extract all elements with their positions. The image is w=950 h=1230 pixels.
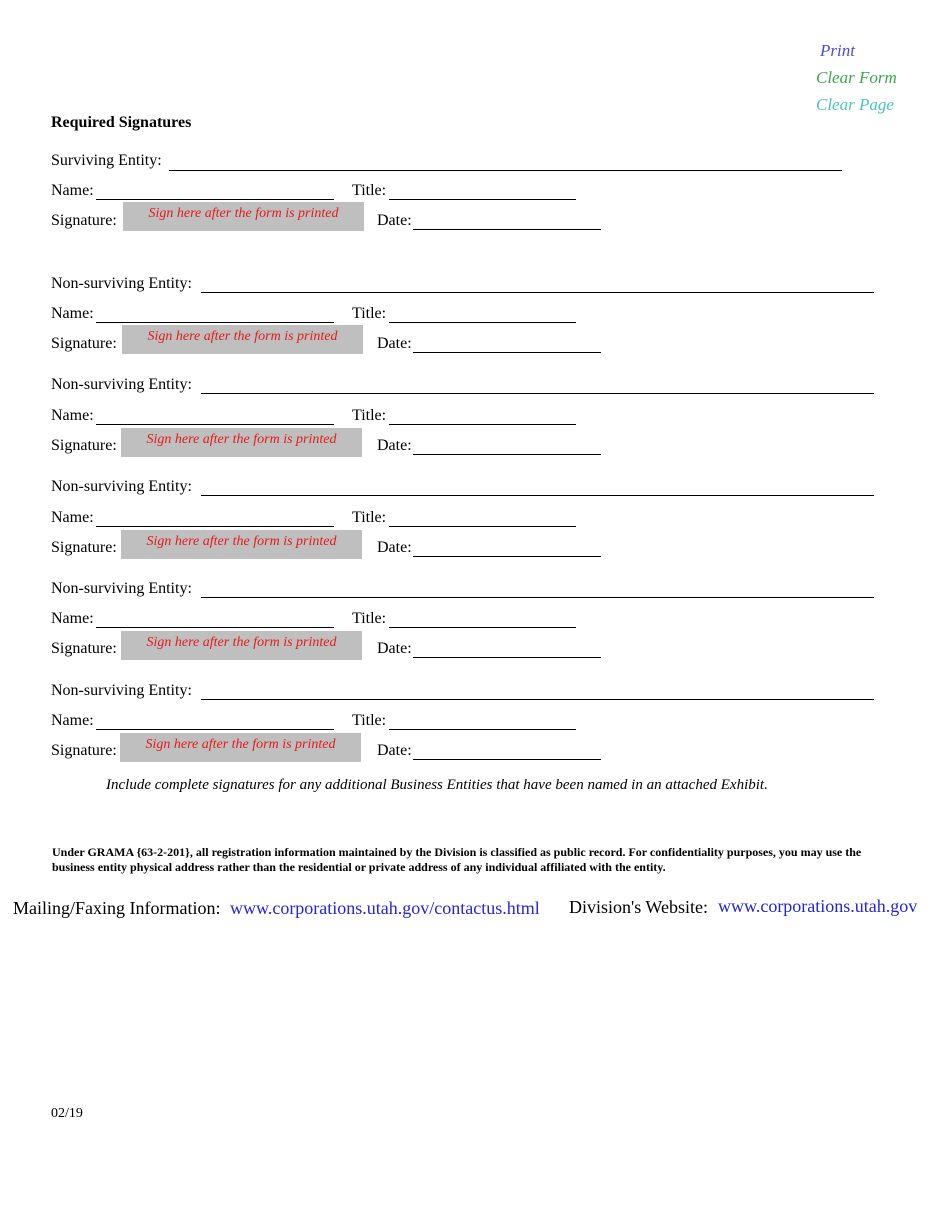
surviving-signature-box[interactable]: Sign here after the form is printed bbox=[123, 202, 364, 231]
name-label: Name: bbox=[51, 712, 94, 729]
date-label: Date: bbox=[377, 640, 412, 657]
nonsurviving-date-field[interactable] bbox=[413, 657, 601, 658]
form-version: 02/19 bbox=[51, 1106, 83, 1121]
name-label: Name: bbox=[51, 610, 94, 627]
print-button[interactable]: Print bbox=[820, 41, 855, 60]
nonsurviving-entity-field[interactable] bbox=[201, 393, 874, 394]
nonsurviving-signature-box[interactable]: Sign here after the form is printed bbox=[122, 325, 363, 354]
surviving-name-field[interactable] bbox=[96, 199, 334, 200]
nonsurviving-name-field[interactable] bbox=[96, 627, 334, 628]
signature-label: Signature: bbox=[51, 742, 117, 759]
nonsurviving-name-field[interactable] bbox=[96, 729, 334, 730]
title-label: Title: bbox=[352, 509, 387, 526]
name-label: Name: bbox=[51, 305, 94, 322]
nonsurviving-date-field[interactable] bbox=[413, 352, 601, 353]
surviving-date-field[interactable] bbox=[413, 229, 601, 230]
signature-label: Signature: bbox=[51, 335, 117, 352]
title-label: Title: bbox=[352, 712, 387, 729]
website-label: Division's Website: bbox=[569, 897, 708, 917]
website-link[interactable]: www.corporations.utah.gov bbox=[718, 896, 918, 916]
nonsurviving-title-field[interactable] bbox=[389, 526, 576, 527]
nonsurviving-entity-field[interactable] bbox=[201, 495, 874, 496]
nonsurviving-entity-label: Non-surviving Entity: bbox=[51, 682, 192, 699]
signature-label: Signature: bbox=[51, 212, 117, 229]
date-label: Date: bbox=[377, 437, 412, 454]
nonsurviving-name-field[interactable] bbox=[96, 424, 334, 425]
signature-label: Signature: bbox=[51, 640, 117, 657]
date-label: Date: bbox=[377, 212, 412, 229]
nonsurviving-date-field[interactable] bbox=[413, 556, 601, 557]
date-label: Date: bbox=[377, 742, 412, 759]
date-label: Date: bbox=[377, 335, 412, 352]
grama-notice: Under GRAMA {63-2-201}, all registration information maintained by the Division is classified as public record. For confidentiality purposes, you may use the business entity physical address rather than the residential or private address of any individual affiliated with the entity. bbox=[52, 845, 862, 874]
nonsurviving-signature-box[interactable]: Sign here after the form is printed bbox=[121, 631, 362, 660]
surviving-entity-label: Surviving Entity: bbox=[51, 152, 162, 169]
nonsurviving-title-field[interactable] bbox=[389, 729, 576, 730]
clear-page-button[interactable]: Clear Page bbox=[816, 95, 894, 114]
nonsurviving-title-field[interactable] bbox=[389, 322, 576, 323]
nonsurviving-date-field[interactable] bbox=[413, 759, 601, 760]
clear-form-button[interactable]: Clear Form bbox=[816, 68, 897, 87]
nonsurviving-entity-label: Non-surviving Entity: bbox=[51, 275, 192, 292]
nonsurviving-name-field[interactable] bbox=[96, 322, 334, 323]
title-label: Title: bbox=[352, 305, 387, 322]
nonsurviving-title-field[interactable] bbox=[389, 424, 576, 425]
name-label: Name: bbox=[51, 509, 94, 526]
nonsurviving-entity-field[interactable] bbox=[201, 597, 874, 598]
nonsurviving-entity-label: Non-surviving Entity: bbox=[51, 478, 192, 495]
nonsurviving-date-field[interactable] bbox=[413, 454, 601, 455]
mailing-link[interactable]: www.corporations.utah.gov/contactus.html bbox=[230, 898, 540, 918]
mailing-label: Mailing/Faxing Information: bbox=[13, 898, 221, 918]
section-heading: Required Signatures bbox=[51, 114, 192, 131]
title-label: Title: bbox=[352, 610, 387, 627]
nonsurviving-entity-field[interactable] bbox=[201, 699, 874, 700]
surviving-entity-field[interactable] bbox=[169, 170, 842, 171]
nonsurviving-entity-label: Non-surviving Entity: bbox=[51, 376, 192, 393]
surviving-title-field[interactable] bbox=[389, 199, 576, 200]
nonsurviving-signature-box[interactable]: Sign here after the form is printed bbox=[120, 733, 361, 762]
nonsurviving-signature-box[interactable]: Sign here after the form is printed bbox=[121, 428, 362, 457]
nonsurviving-signature-box[interactable]: Sign here after the form is printed bbox=[121, 530, 362, 559]
date-label: Date: bbox=[377, 539, 412, 556]
exhibit-note: Include complete signatures for any additional Business Entities that have been named in an attached Exhibit. bbox=[106, 777, 768, 793]
title-label: Title: bbox=[352, 407, 387, 424]
name-label: Name: bbox=[51, 407, 94, 424]
nonsurviving-title-field[interactable] bbox=[389, 627, 576, 628]
nonsurviving-entity-label: Non-surviving Entity: bbox=[51, 580, 192, 597]
nonsurviving-entity-field[interactable] bbox=[201, 292, 874, 293]
name-label: Name: bbox=[51, 182, 94, 199]
signature-label: Signature: bbox=[51, 539, 117, 556]
nonsurviving-name-field[interactable] bbox=[96, 526, 334, 527]
title-label: Title: bbox=[352, 182, 387, 199]
signature-label: Signature: bbox=[51, 437, 117, 454]
